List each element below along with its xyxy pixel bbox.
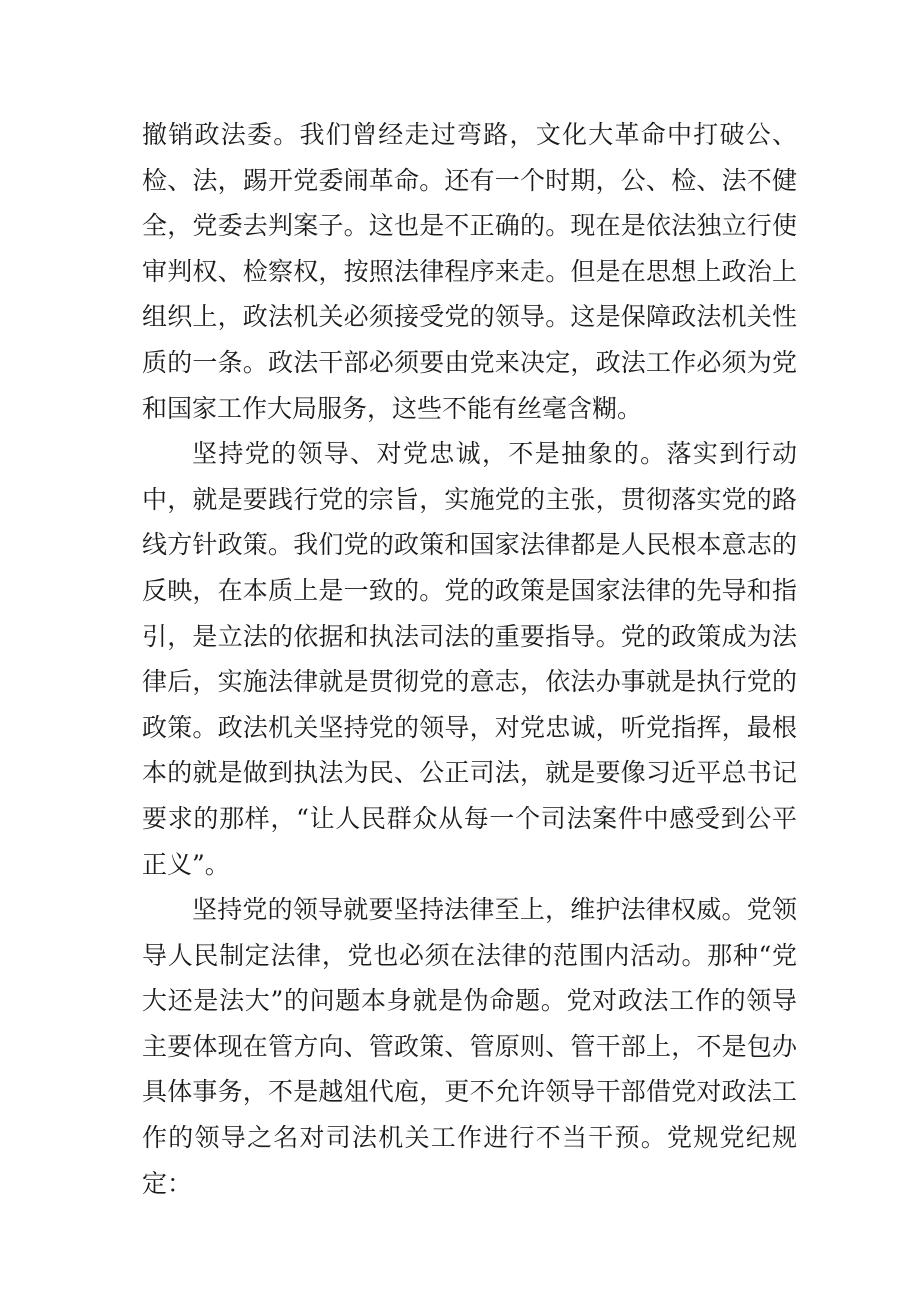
paragraph-3: 坚持党的领导就要坚持法律至上，维护法律权威。党领导人民制定法律，党也必须在法律的范围内活动。那种“党大还是法大”的问题本身就是伪命题。党对政法工作的领导主要体现在管方向、管政策、管原则、管干部上，不是包办具体事务，不是越俎代庖，更不允许领导干部借党对政法工作的领导之名对司法机关工作进行不当干预。党规党纪规定：	[142, 895, 797, 1198]
body-text	[142, 112, 797, 1206]
paragraph-2: 坚持党的领导、对党忠诚，不是抽象的。落实到行动中，就是要践行党的宗旨，实施党的主张，贯彻落实党的路线方针政策。我们党的政策和国家法律都是人民根本意志的反映，在本质上是一致的。党的政策是国家法律的先导和指引，是立法的依据和执法司法的重要指导。党的政策成为法律后，实施法律就是贯彻党的意志，依法办事就是执行党的政策。政法机关坚持党的领导，对党忠诚，听党指挥，最根本的就是做到执法为民、公正司法，就是要像习近平总书记要求的那样，“让人民群众从每一个司法案件中感受到公平正义”。	[142, 439, 797, 879]
paragraph-1: 撤销政法委。我们曾经走过弯路，文化大革命中打破公、检、法，踢开党委闹革命。还有一个时期，公、检、法不健全，党委去判案子。这也是不正确的。现在是依法独立行使审判权、检察权，按照法律程序来走。但是在思想上政治上组织上，政法机关必须接受党的领导。这是保障政法机关性质的一条。政法干部必须要由党来决定，政法工作必须为党和国家工作大局服务，这些不能有丝毫含糊。	[142, 120, 797, 423]
